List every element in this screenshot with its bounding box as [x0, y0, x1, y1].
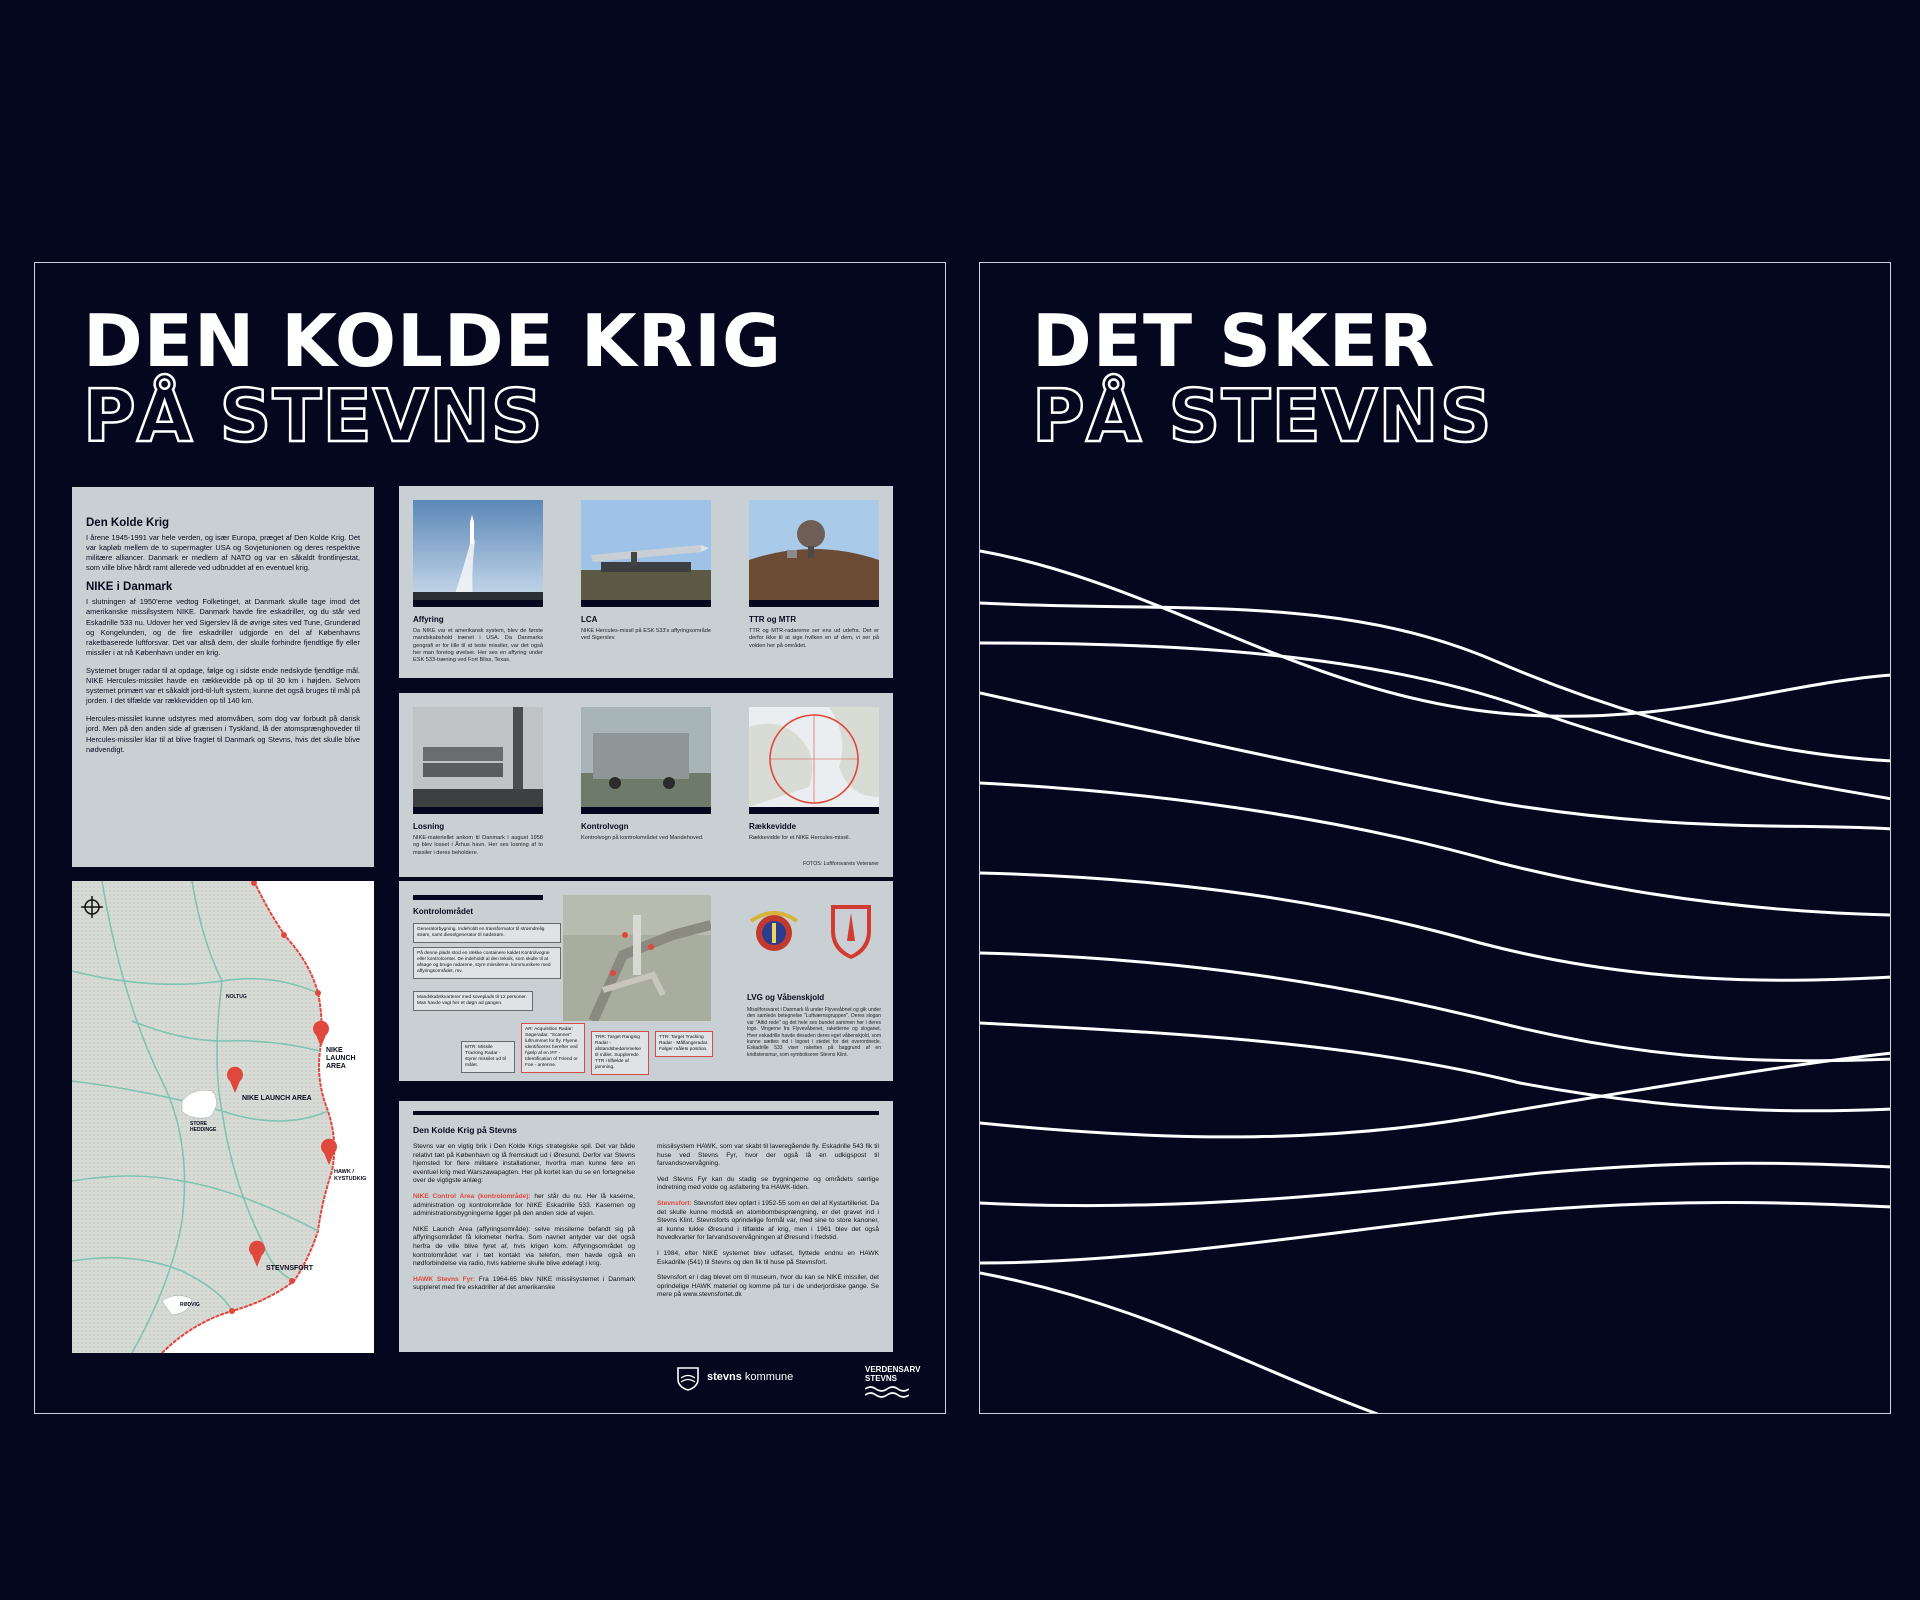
lvg-emblem-icon — [749, 901, 799, 961]
control-note: Generatorbygning. Indeholdt en transformator til strømdrelig strøm, samt dieselgenerator til nødstrøm. — [413, 923, 561, 943]
poster-title-line1: DEN KOLDE KRIG — [83, 299, 783, 383]
intro-paragraph: I slutningen af 1950'erne vedtog Folketinget, at Danmark skulle tage imod det amerikanske missilsystem NIKE. Danmark havde fire eskadriller, og du står ved Eskadrille 533 nu. Udover her ved Sigerslev lå de øvrige sites ved Tune, Grunderød og Kongelunden, og de fire eskadriller udgjorde en del af Københavns raketbaserede luftforsvar. Det var altså dem, der skulle forhindre fjendtlige fly eller missiler i at nå København under en krig. — [86, 597, 361, 657]
map-label: NIKE LAUNCH AREA — [326, 1047, 356, 1070]
coat-of-arms-icon — [829, 901, 873, 961]
lvg-title: LVG og Våbenskjold — [747, 993, 825, 1002]
wave-lines-decoration — [980, 263, 1891, 1414]
intro-paragraph: Hercules-missilet kunne udstyres med atomvåben, som dog var forbudt på dansk jord. Men på den anden side af grænsen i Tyskland, lå der atomsprænghoveder til Hercules-missiler klar til at blive fragtet til Danmark og Stevns, hvis det skulle blive nødvendigt. — [86, 714, 360, 754]
intro-card — [72, 487, 374, 867]
photo-title: LCA — [581, 615, 598, 624]
lvg-text: Missilforsvaret i Danmark lå under Flyvevåbnet og gik under den samlede betegnelse "Luftværnsgruppen". Deres slogan var "Altid rede" og det hele ses bundet sammen her i deres logo. Vingerne fra Flyvevåbenet, raketterne og sloganet. Hver eskadrille havde desuden deres eget våbenskjold, som kunne sættes ind i logoet i stedet for det overordnede. Eskadrille 533 viser raketten på baggrund af en kridtstensmur, som symboliserer Stevns Klint. — [747, 1007, 881, 1058]
story-card — [399, 1101, 893, 1352]
poster-events — [979, 262, 1891, 1414]
map-label: HAWK / KYSTUDKIG — [334, 1169, 367, 1182]
control-note: På denne plads stod en række containere kaldet Kontrolvogne eller kontrolcenter. De indeholdt al den teknik, som skulle til at afsøge og bruge radarene, styre missilerne, kommunikere med affyringsområdet, mv. — [413, 947, 561, 979]
range-map-photo — [749, 707, 879, 807]
control-note: TTR: Target Tracking Radar - Målfangeradar. Følger målets position. — [655, 1031, 713, 1057]
map-label: STORE HEDDINGE — [190, 1121, 217, 1133]
verdensarv-logo-line2: STEVNS — [865, 1374, 898, 1383]
stevns-map — [72, 881, 374, 1353]
photo-caption: NIKE-materiellet ankom til Danmark i august 1958 og blev losset i Århus havn. Her ses losning af to missiler i deres beholdere. — [413, 835, 543, 856]
poster-title-line2: PÅ STEVNS — [83, 374, 544, 458]
control-note: AR: Acquisition Radar: Søgeradar. "Scanner" luftrummet for fly. Flyene identificeres herefter ved hjælp af en IFF - Identification of Friend or Foe - antenne. — [521, 1023, 585, 1073]
photo-caption: TTR og MTR-radarerne ser ens ud udefra. Det er derfor ikke til at sige hvilken en af dem, vi ser på volden her på området. — [749, 628, 879, 649]
verdensarv-logo-line1: VERDENSARV — [865, 1365, 921, 1374]
photo-title: Losning — [413, 822, 445, 831]
story-column-1: Stevns var en vigtig brik i Den Kolde Krigs strategiske spil. Det var både relativt tæt på København og lå fremskudt ud i Øresund. Derfor var Stevns hjemsted for flere militære installationer, hvorfra man kunne føre en eventuel krig med Warszawapagten. Her på kortet kan du se en fortegnelse over de vigtigste anlæg: NIKE Control Area (kontrolområde): her står du nu. Her lå kaserne, administration og kontrolområde for NIKE Eskadrille 533. Kasernen og administrationsbygningerne ligger på den anden side af vejen. NIKE Launch Area (affyringsområde): selve missilerne befandt sig på affyringsområdet få kilometer herfra. Som navnet antyder var det også herfra de ville blive fyret af, hvis krigen kom. Affyringsområdet og kontrolområdet var i tæt kontakt via telefon, men havde også en nødforbindelse via radio, hvis kablerne skulle blive ødelagt i krig. HAWK Stevns Fyr: Fra 1964-65 blev NIKE missilsystemet i Danmark suppleret med fire eskadriller af det amerikanske — [413, 1143, 635, 1292]
photo-item-losning — [413, 707, 543, 865]
photo-item-raekkevidde — [749, 707, 879, 850]
story-title: Den Kolde Krig på Stevns — [413, 1125, 517, 1135]
intro-paragraph: Systemet bruger radar til at opdage, følge og i sidste ende nedskyde fjendtlige mål. NIKE Hercules-missilet havde en rækkevidde på op til 30 km i højden. Selvom systemet primært var et såkaldt jord-til-luft system, kunne det også bruges til mål på jorden. I det tilfælde var rækkevidden op til 140 km. — [86, 665, 360, 706]
map-label: NIKE LAUNCH AREA — [242, 1095, 312, 1102]
photo-credit: FOTOS: Luftforsvarets Veteraner — [802, 861, 879, 867]
control-van-photo — [581, 707, 711, 807]
poster-title-line1: DET SKER — [1032, 299, 1436, 383]
intro-heading-cold-war: Den Kolde Krig — [86, 517, 170, 529]
control-title: Kontrolområdet — [413, 907, 473, 916]
photo-title: Affyring — [413, 615, 444, 624]
photo-card-top — [399, 486, 893, 678]
aerial-photo — [563, 895, 711, 1021]
nike-control-area-label: NIKE Control Area (kontrolområde): — [413, 1192, 531, 1200]
photo-caption: NIKE Hercules-missil på ESK 533's affyringsområde ved Sigerslev. — [581, 628, 711, 642]
photo-caption: Da NIKE var et amerikansk system, blev de første mandskabshold trænet i USA. Da Danmarks geografi er for lille til at teste missiler, var det også her man foretog øvelser. Her ses en affyring under ESK 533-træning ved Fort Bliss, Texas. — [413, 628, 543, 664]
control-note: TRR: Target Ranging Radar - afstandsbedømmelse til målet. Supplerede TTR i tilfælde af jamming. — [591, 1031, 649, 1075]
stevns-kommune-crest-icon — [675, 1365, 701, 1391]
photo-caption: Rækkevidde for et NIKE Hercules-missil. — [749, 835, 851, 841]
photo-item-kontrolvogn — [581, 707, 711, 850]
photo-item-ttr — [749, 500, 879, 658]
photo-title: Rækkevidde — [749, 822, 797, 831]
poster-cold-war — [34, 262, 946, 1414]
waves-icon — [865, 1385, 909, 1399]
photo-card-bottom — [399, 693, 893, 877]
stevnsfort-label: Stevnsfort: — [657, 1199, 692, 1207]
photo-title: Kontrolvogn — [581, 822, 629, 831]
stevns-logo-bold: stevns — [707, 1371, 742, 1383]
missile-launcher-photo — [581, 500, 711, 600]
intro-heading-nike: NIKE i Danmark — [86, 581, 173, 594]
stevns-logo-rest: kommune — [741, 1371, 794, 1383]
map-label: NOLTUG — [226, 994, 247, 1000]
story-column-2: missilsystem HAWK, som var skabt til laveregående fly. Eskadrille 543 fik til huse ved Stevns Fyr, hvor der også lå en udkigspost til farvandsovervågning. Ved Stevns Fyr kan du stadig se bygningerne og områdets særlige indretning med volde og asfaltering fra HAWK-tiden. Stevnsfort: Stevnsfort blev opført i 1952-55 som en del af Kystartilleriet. Da det skulle kunne modstå en atombombesprængning, er det gravet ind i Stevns Klint. Stevnsforts oprindelige formål var, med sine to store kanoner, at kunne lukke Øresund i tilfælde af krig, men i 1961 blev det også hovedkvarter for farvandsovervågningen af Øresund i fredstid. I 1984, efter NIKE systemet blev udfaset, flyttede endnu en HAWK Eskadrille (541) til Stevns og den fik til huse på Stevnsfort. Stevnsfort er i dag blevet om til museum, hvor du kan se NIKE missiler, det oprindelige HAWK materiel og komme på tur i de underjordiske gange. Se mere på www.stevnsfortet.dk — [657, 1143, 879, 1299]
control-note: Mandskabskvarterer med soveplads til 12 personer. Man havde vagt her et døgn ad gangen. — [413, 991, 533, 1011]
unloading-photo — [413, 707, 543, 807]
intro-paragraph: I årene 1945-1991 var hele verden, og især Europa, præget af Den Kolde Krig. Det var kapløb mellem de to supermagter USA og Sovjetunionen og deres respektive militære alliancer. Danmark er medlem af NATO og var en såkaldt frontlinjestat, som ville blive hårdt ramt allerede ved udbruddet af en eventuel krig. — [86, 533, 360, 573]
control-note: MTR: Missile Tracking Radar - styrer missilet ud til målet. — [461, 1041, 515, 1073]
photo-item-affyring — [413, 500, 543, 672]
radar-dome-photo — [749, 500, 879, 600]
map-label: STEVNSFORT — [266, 1265, 314, 1272]
poster-title-line2: PÅ STEVNS — [1032, 374, 1493, 458]
control-area-card — [399, 881, 893, 1081]
photo-item-lca — [581, 500, 711, 651]
map-label: RØDVIG — [180, 1302, 200, 1308]
missile-launch-photo — [413, 500, 543, 600]
hawk-stevns-fyr-label: HAWK Stevns Fyr: — [413, 1275, 476, 1283]
photo-caption: Kontrolvogn på kontrolområdet ved Mandehoved. — [581, 835, 704, 841]
photo-title: TTR og MTR — [749, 615, 797, 624]
